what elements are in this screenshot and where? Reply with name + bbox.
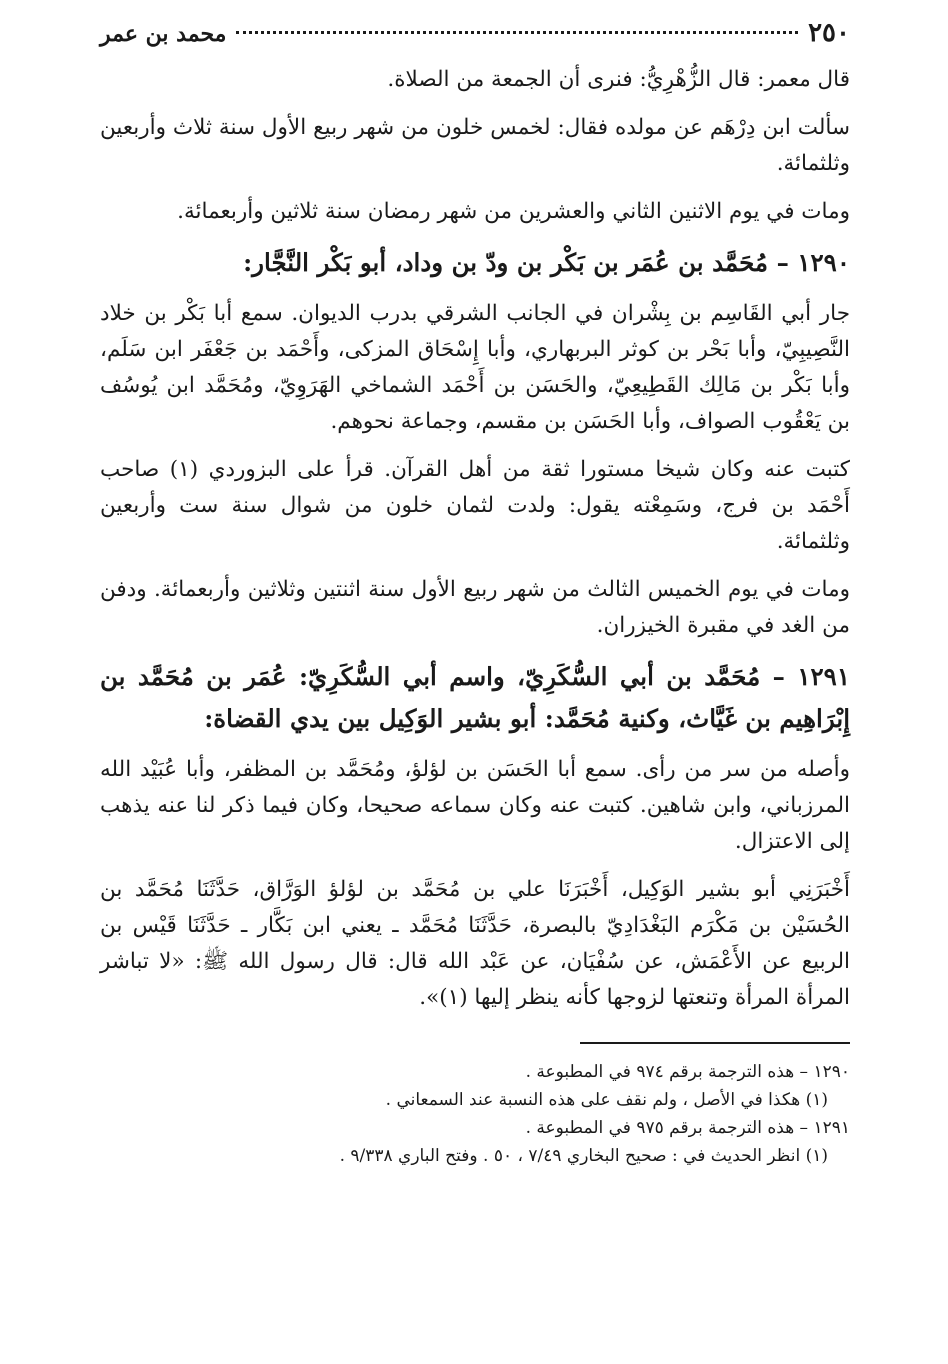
- footnote: (١) هكذا في الأصل ، ولم نقف على هذه النسبة عند السمعاني .: [385, 1090, 828, 1110]
- running-title: محمد بن عمر: [100, 21, 227, 47]
- header-dotted-leader: [236, 31, 798, 34]
- paragraph: قال معمر: قال الزُّهْرِيُّ: فنرى أن الجمعة من الصلاة.: [387, 67, 850, 92]
- entry-heading-1290: ١٢٩٠ – مُحَمَّد بن عُمَر بن بَكْر بن ودّ بن وداد، أبو بَكْر النَّجَّار:: [243, 248, 850, 277]
- paragraph: ومات في يوم الاثنين الثاني والعشرين من شهر رمضان سنة ثلاثين وأربعمائة.: [177, 199, 850, 224]
- paragraph: وأصله من سر من رأى. سمع أبا الحَسَن بن لؤلؤ، ومُحَمَّد بن المظفر، وأبا عُبَيْد الله المرزباني، وابن شاهين. كتبت عنه وكان سماعه صحيحا، وكان فيما ذكر لنا عنه يذهب إلى الاعتزال.: [100, 757, 850, 854]
- paragraph: كتبت عنه وكان شيخا مستورا ثقة من أهل القرآن. قرأ على البزوردي (١) صاحب أَحْمَد بن فرج، وسَمِعْته يقول: ولدت لثمان خلون من شوال سنة ست وأربعين وثلثمائة.: [100, 457, 850, 554]
- footnotes: [100, 1058, 850, 1170]
- document-page: [100, 18, 850, 1338]
- entry-heading-1291: ١٢٩١ – مُحَمَّد بن أبي السُّكَرِيّ، واسم أبي السُّكَرِيّ: عُمَر بن مُحَمَّد بن إِبْرَاهِيم بن غَيَّاث، وكنية مُحَمَّد: أبو بشير الوَكِيل بين يدي القضاة:: [100, 662, 850, 733]
- paragraph: جار أبي القَاسِم بن بِشْران في الجانب الشرقي بدرب الديوان. سمع أبا بَكْر بن خلاد النَّصِيبِيّ، وأبا بَحْر بن كوثر البربهاري، وأبا إِسْحَاق المزكى، وأَحْمَد بن جَعْفَر ابن سَلَم، وأبا بَكْر بن مَالِك القَطِيعِيّ، والحَسَن بن أَحْمَد الشماخي الهَرَوِيّ، ومُحَمَّد ابن يُوسُف بن يَعْقُوب الصواف، وأبا الحَسَن بن مقسم، وجماعة نحوهم.: [100, 301, 850, 434]
- footnote: ١٢٩١ – هذه الترجمة برقم ٩٧٥ في المطبوعة .: [525, 1118, 850, 1138]
- footnote-separator: [580, 1042, 850, 1044]
- paragraph: ومات في يوم الخميس الثالث من شهر ربيع الأول سنة اثنتين وثلاثين وأربعمائة. ودفن من الغد في مقبرة الخيزران.: [100, 577, 850, 638]
- page-number: ٢٥٠: [808, 18, 850, 48]
- paragraph: سألت ابن دِرْهَم عن مولده فقال: لخمس خلون من شهر ربيع الأول سنة ثلاث وأربعين وثلثمائة.: [100, 115, 850, 176]
- paragraph: أَخْبَرَنِي أبو بشير الوَكِيل، أَخْبَرَنَا علي بن مُحَمَّد بن لؤلؤ الوَرَّاق، حَدَّثَنَا مُحَمَّد بن الحُسَيْن بن مَكْرَم البَغْدَادِيّ بالبصرة، حَدَّثَنَا مُحَمَّد ـ يعني ابن بَكَّار ـ حَدَّثَنَا قَيْس بن الربيع عن الأَعْمَش، عن سُفْيَان، عن عَبْد الله قال: قال رسول الله ﷺ: «لا تباشر المرأة المرأة وتنعتها لزوجها كأنه ينظر إليها (١)».: [100, 877, 850, 1010]
- footnote: (١) انظر الحديث في : صحيح البخاري ٧/٤٩ ، ٥٠ . وفتح الباري ٩/٣٣٨ .: [339, 1146, 828, 1166]
- main-text: [100, 62, 850, 1016]
- footnote: ١٢٩٠ – هذه الترجمة برقم ٩٧٤ في المطبوعة .: [525, 1062, 850, 1082]
- page-header: [100, 18, 850, 62]
